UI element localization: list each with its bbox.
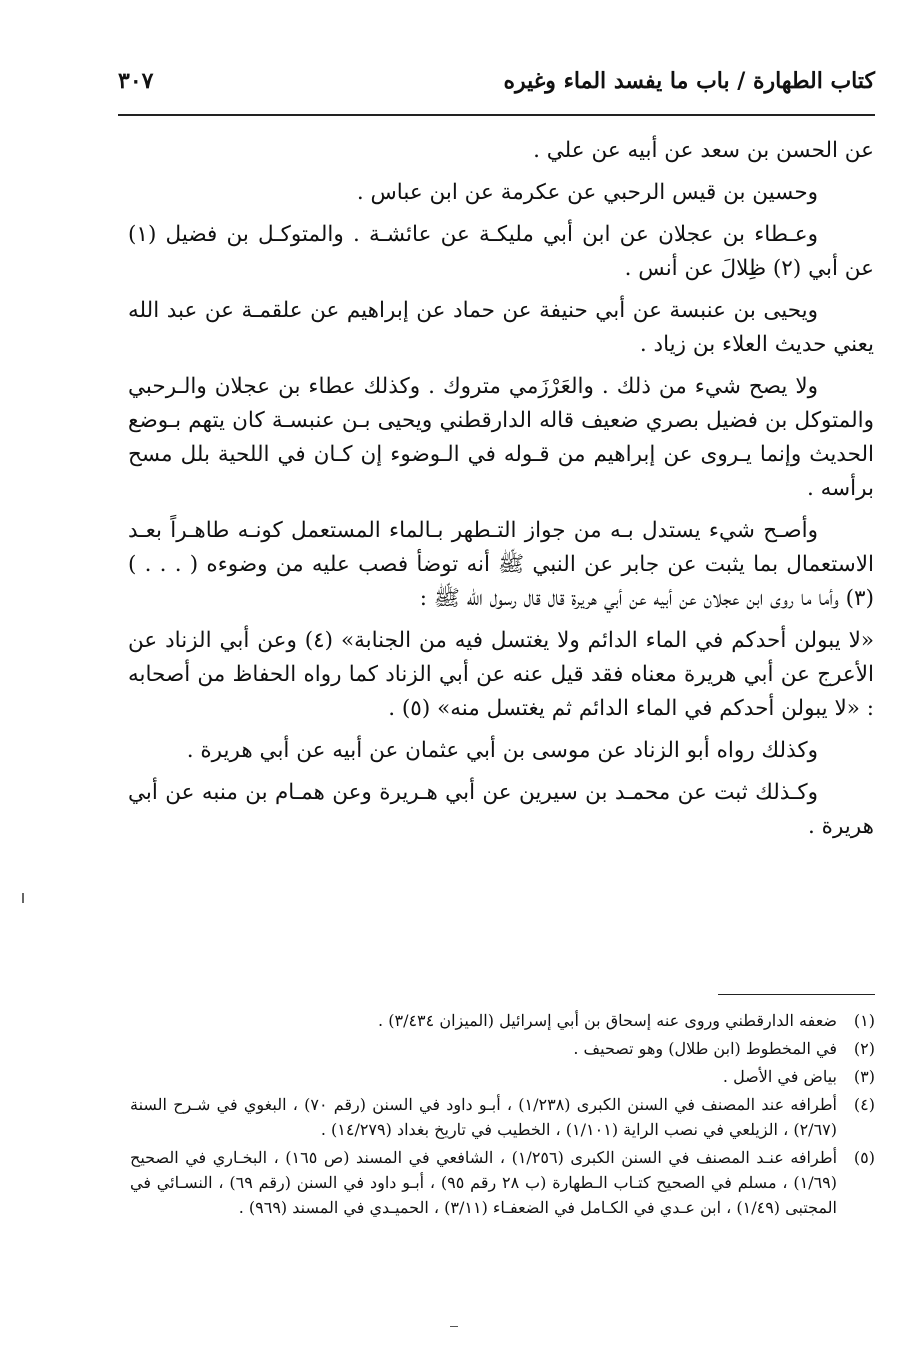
- footnote-text: في المخطوط (ابن طلال) وهو تصحيف .: [573, 1039, 837, 1058]
- paragraph: وكـذلك ثبت عن محمـد بن سيرين عن أبي هـريرة وعن همـام بن منبه عن أبي هريرة .: [128, 780, 874, 839]
- chapter-title: كتاب الطهارة / باب ما يفسد الماء وغيره: [503, 68, 875, 94]
- footnote-number: (١): [853, 1011, 875, 1030]
- main-text: [128, 134, 874, 852]
- footnote-number: (٤): [853, 1095, 875, 1114]
- footnote-text: أطرافه عند المصنف في السنن الكبرى (١/٢٣٨) ، أبـو داود في السنن (رقم ٧٠) ، البغوي في شـرح السنة (٢/٦٧) ، الزيلعي في نصب الراية (١/١٠١) ، الخطيب في تاريخ بغداد (١٤/٢٧٩) .: [130, 1095, 837, 1139]
- paragraph: ويحيى بن عنبسة عن أبي حنيفة عن حماد عن إبراهيم عن علقمـة عن عبد الله يعني حديث العلاء بن زياد .: [128, 298, 874, 357]
- footnote-text: ضعفه الدارقطني وروى عنه إسحاق بن أبي إسرائيل (الميزان ٣/٤٣٤) .: [378, 1011, 837, 1030]
- footnote: [130, 1145, 875, 1220]
- scan-mark: [22, 893, 24, 903]
- footnote: [130, 1092, 875, 1142]
- footnote: [130, 1036, 875, 1061]
- paragraph: «لا يبولن أحدكم في الماء الدائم ولا يغتسل فيه من الجنابة» (٤) وعن أبي الزناد عن الأعرج عن أبي هريرة معناه فقد قيل عنه عن أبي الزناد كما رواه الحفاظ من أصحابه : «لا يبولن أحدكم في الماء الدائم ثم يغتسل منه» (٥) .: [128, 628, 874, 721]
- footnote: [130, 1008, 875, 1033]
- paragraph: وحسين بن قيس الرحبي عن عكرمة عن ابن عباس .: [356, 180, 818, 205]
- paragraph: وكذلك رواه أبو الزناد عن موسى بن أبي عثمان عن أبيه عن أبي هريرة .: [186, 738, 818, 763]
- footnote-text: بياض في الأصل .: [722, 1067, 837, 1086]
- footnote-rule: [718, 994, 875, 995]
- footnotes: [130, 1008, 875, 1223]
- paragraph: وعـطاء بن عجلان عن ابن أبي مليكـة عن عائشـة . والمتوكـل بن فضيل (١) عن أبي (٢) ظِلالَ عن أنس .: [128, 222, 874, 281]
- page-number: ٣٠٧: [118, 68, 154, 94]
- footnote: [130, 1064, 875, 1089]
- running-header: [118, 62, 875, 108]
- paragraph: وأصـح شيء يستدل بـه من جواز التـطهر بـالماء المستعمل كونـه طاهـراً بعـد الاستعمال بما يثبت عن جابر عن النبي ﷺ أنه توضأ فصب عليه من وضوءه ( . . . ) (٣) وأما ما روى ابن عجلان عن أبيه عن أبي هريرة قال قال رسول الله ﷺ :: [128, 518, 874, 611]
- footnote-number: (٢): [853, 1039, 875, 1058]
- scan-mark: [450, 1326, 458, 1327]
- footnote-number: (٣): [853, 1067, 875, 1086]
- footnote-number: (٥): [853, 1148, 875, 1167]
- footnote-text: أطرافه عنـد المصنف في السنن الكبرى (١/٢٥٦) ، الشافعي في المسند (ص ١٦٥) ، البخـاري في الصحيح (١/٦٩) ، مسلم في الصحيح كتـاب الـطهارة (ب ٢٨ رقم ٩٥) ، أبـو داود في السنن (رقم ٦٩) ، النسـائي في المجتبى (١/٤٩) ، ابن عـدي في الكـامل في الضعفـاء (٣/١١) ، الحميـدي في المسند (٩٦٩) .: [130, 1148, 838, 1217]
- paragraph: ولا يصح شيء من ذلك . والعَرْزَمي متروك . وكذلك عطاء بن عجلان والـرحبي والمتوكل بن فضيل بصري ضعيف قاله الدارقطني ويحيى بـن عنبسـة كان يتهم بـوضع الحديث وإنما يـروى عن إبراهيم من قـوله في الـوضوء إن كـان في اللحية بلل مسح برأسه .: [128, 374, 874, 501]
- header-rule: [118, 114, 875, 116]
- paragraph: عن الحسن بن سعد عن أبيه عن علي .: [533, 138, 874, 163]
